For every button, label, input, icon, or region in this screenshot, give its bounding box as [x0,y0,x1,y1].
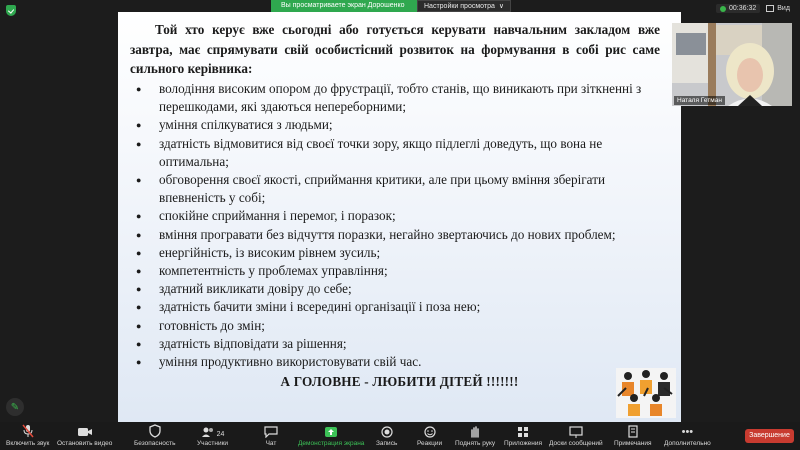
slide-footer-text: А ГОЛОВНЕ - ЛЮБИТИ ДІТЕЙ !!!!!!! [280,374,519,389]
smiley-icon [424,424,436,438]
stop-video-label: Остановить видео [57,440,113,447]
share-screen-icon [324,424,338,438]
bullet-item: ● енергійність, із високим рівнем зусиль; [136,244,656,262]
bullet-item: ● здатний викликати довіру до себе; [136,280,656,298]
notes-icon [627,424,639,438]
slide-heading: Той хто керує вже сьогодні або готується керувати навчальним закладом вже завтра, має спрямувати свій особистісний розвиток на формування в собі рис саме сильного керівника: [130,22,660,76]
share-screen-label: Демонстрация экрана [298,440,365,447]
bullet-item: ● спокійне сприймання і перемог, і поразок; [136,207,656,225]
participant-video[interactable] [672,23,792,106]
bullet-item: ● уміння спілкуватися з людьми; [136,116,656,134]
bullet-item: ● здатність бачити зміни і всередині організації і поза нею; [136,298,656,316]
meeting-timer [716,4,760,13]
chat-bubble-icon [264,424,278,438]
whiteboard-label: Доски сообщений [549,440,603,447]
raise-hand-button[interactable] [455,424,495,447]
bullet-item: ● здатність відмовитися від своєї точки зору, якщо підлеглі доведуть, що вона не оптимальна; [136,135,656,171]
apps-label: Приложения [504,440,543,447]
security-label: Безопасность [134,440,176,447]
apps-grid-icon [517,424,529,438]
reactions-label: Реакции [417,440,443,447]
hand-icon [469,424,481,438]
record-button[interactable] [376,424,397,447]
more-label: Дополнительно [664,440,711,447]
record-label: Запись [376,440,398,447]
unmute-label: Включить звук [6,440,50,447]
bullet-item: ● уміння продуктивно використовувати свій час. [136,353,656,371]
muted-mic-icon [22,424,34,438]
shared-slide [118,12,681,422]
more-dots-icon: ••• [681,426,694,438]
view-options-label: Настройки просмотра [424,3,495,10]
shield-icon [149,424,161,438]
notes-label: Примечания [614,440,652,447]
bullet-item: ● компетентність у проблемах управління; [136,262,656,280]
bullet-item: ● готовність до змін; [136,317,656,335]
bullet-item: ● здатність відповідати за рішення; [136,335,656,353]
share-banner [271,0,511,12]
viewing-screen-label: Вы просматриваете экран Дорошенко [271,0,417,12]
view-button[interactable] [766,5,790,12]
bullet-item: ● обговорення своєї якості, сприймання критики, але при цьому вміння зберігати впевненість у собі; [136,171,656,207]
annotate-pencil-icon[interactable]: ✎ [6,398,24,416]
participants-count: 24 [216,431,225,438]
more-button[interactable] [664,424,711,447]
notes-button[interactable] [614,424,652,447]
bullet-item: ● володіння високим опором до фрустрації, тобто станів, що виникають при зіткненні з перешкодами, які здаються непереборними; [136,80,656,116]
share-screen-button[interactable] [298,424,364,447]
chat-label: Чат [265,440,277,447]
timer-status-icon [720,6,726,12]
chevron-down-icon: ∨ [498,3,504,10]
top-right-controls [716,4,790,13]
view-label: Вид [777,5,790,12]
participants-label: Участники [197,440,229,447]
apps-button[interactable] [504,424,542,447]
security-button[interactable] [134,424,175,447]
grid-view-icon [766,5,774,12]
end-meeting-button[interactable]: Завершение [745,429,794,443]
reactions-button[interactable] [417,424,442,447]
timer-text: 00:36:32 [729,5,757,12]
whiteboard-icon [569,424,583,438]
raise-hand-label: Поднять руку [455,440,496,447]
participant-name: Наталя Гетман [674,96,725,105]
meeting-toolbar [0,422,800,450]
record-icon [381,424,393,438]
stop-video-button[interactable] [57,424,112,447]
children-illustration [614,366,678,420]
bullet-item: ● вміння програвати без відчуття поразки, негайно звертаючись до нових проблем; [136,226,656,244]
view-options-button[interactable] [417,0,511,12]
whiteboard-button[interactable] [549,424,603,447]
participants-icon [201,424,225,438]
slide-bullet-list [136,80,656,371]
participant-video-frame [672,23,792,106]
unmute-button[interactable] [6,424,49,447]
participants-button[interactable] [197,424,228,447]
video-camera-icon [77,424,93,438]
security-shield-icon[interactable] [6,5,16,16]
chat-button[interactable] [264,424,278,447]
